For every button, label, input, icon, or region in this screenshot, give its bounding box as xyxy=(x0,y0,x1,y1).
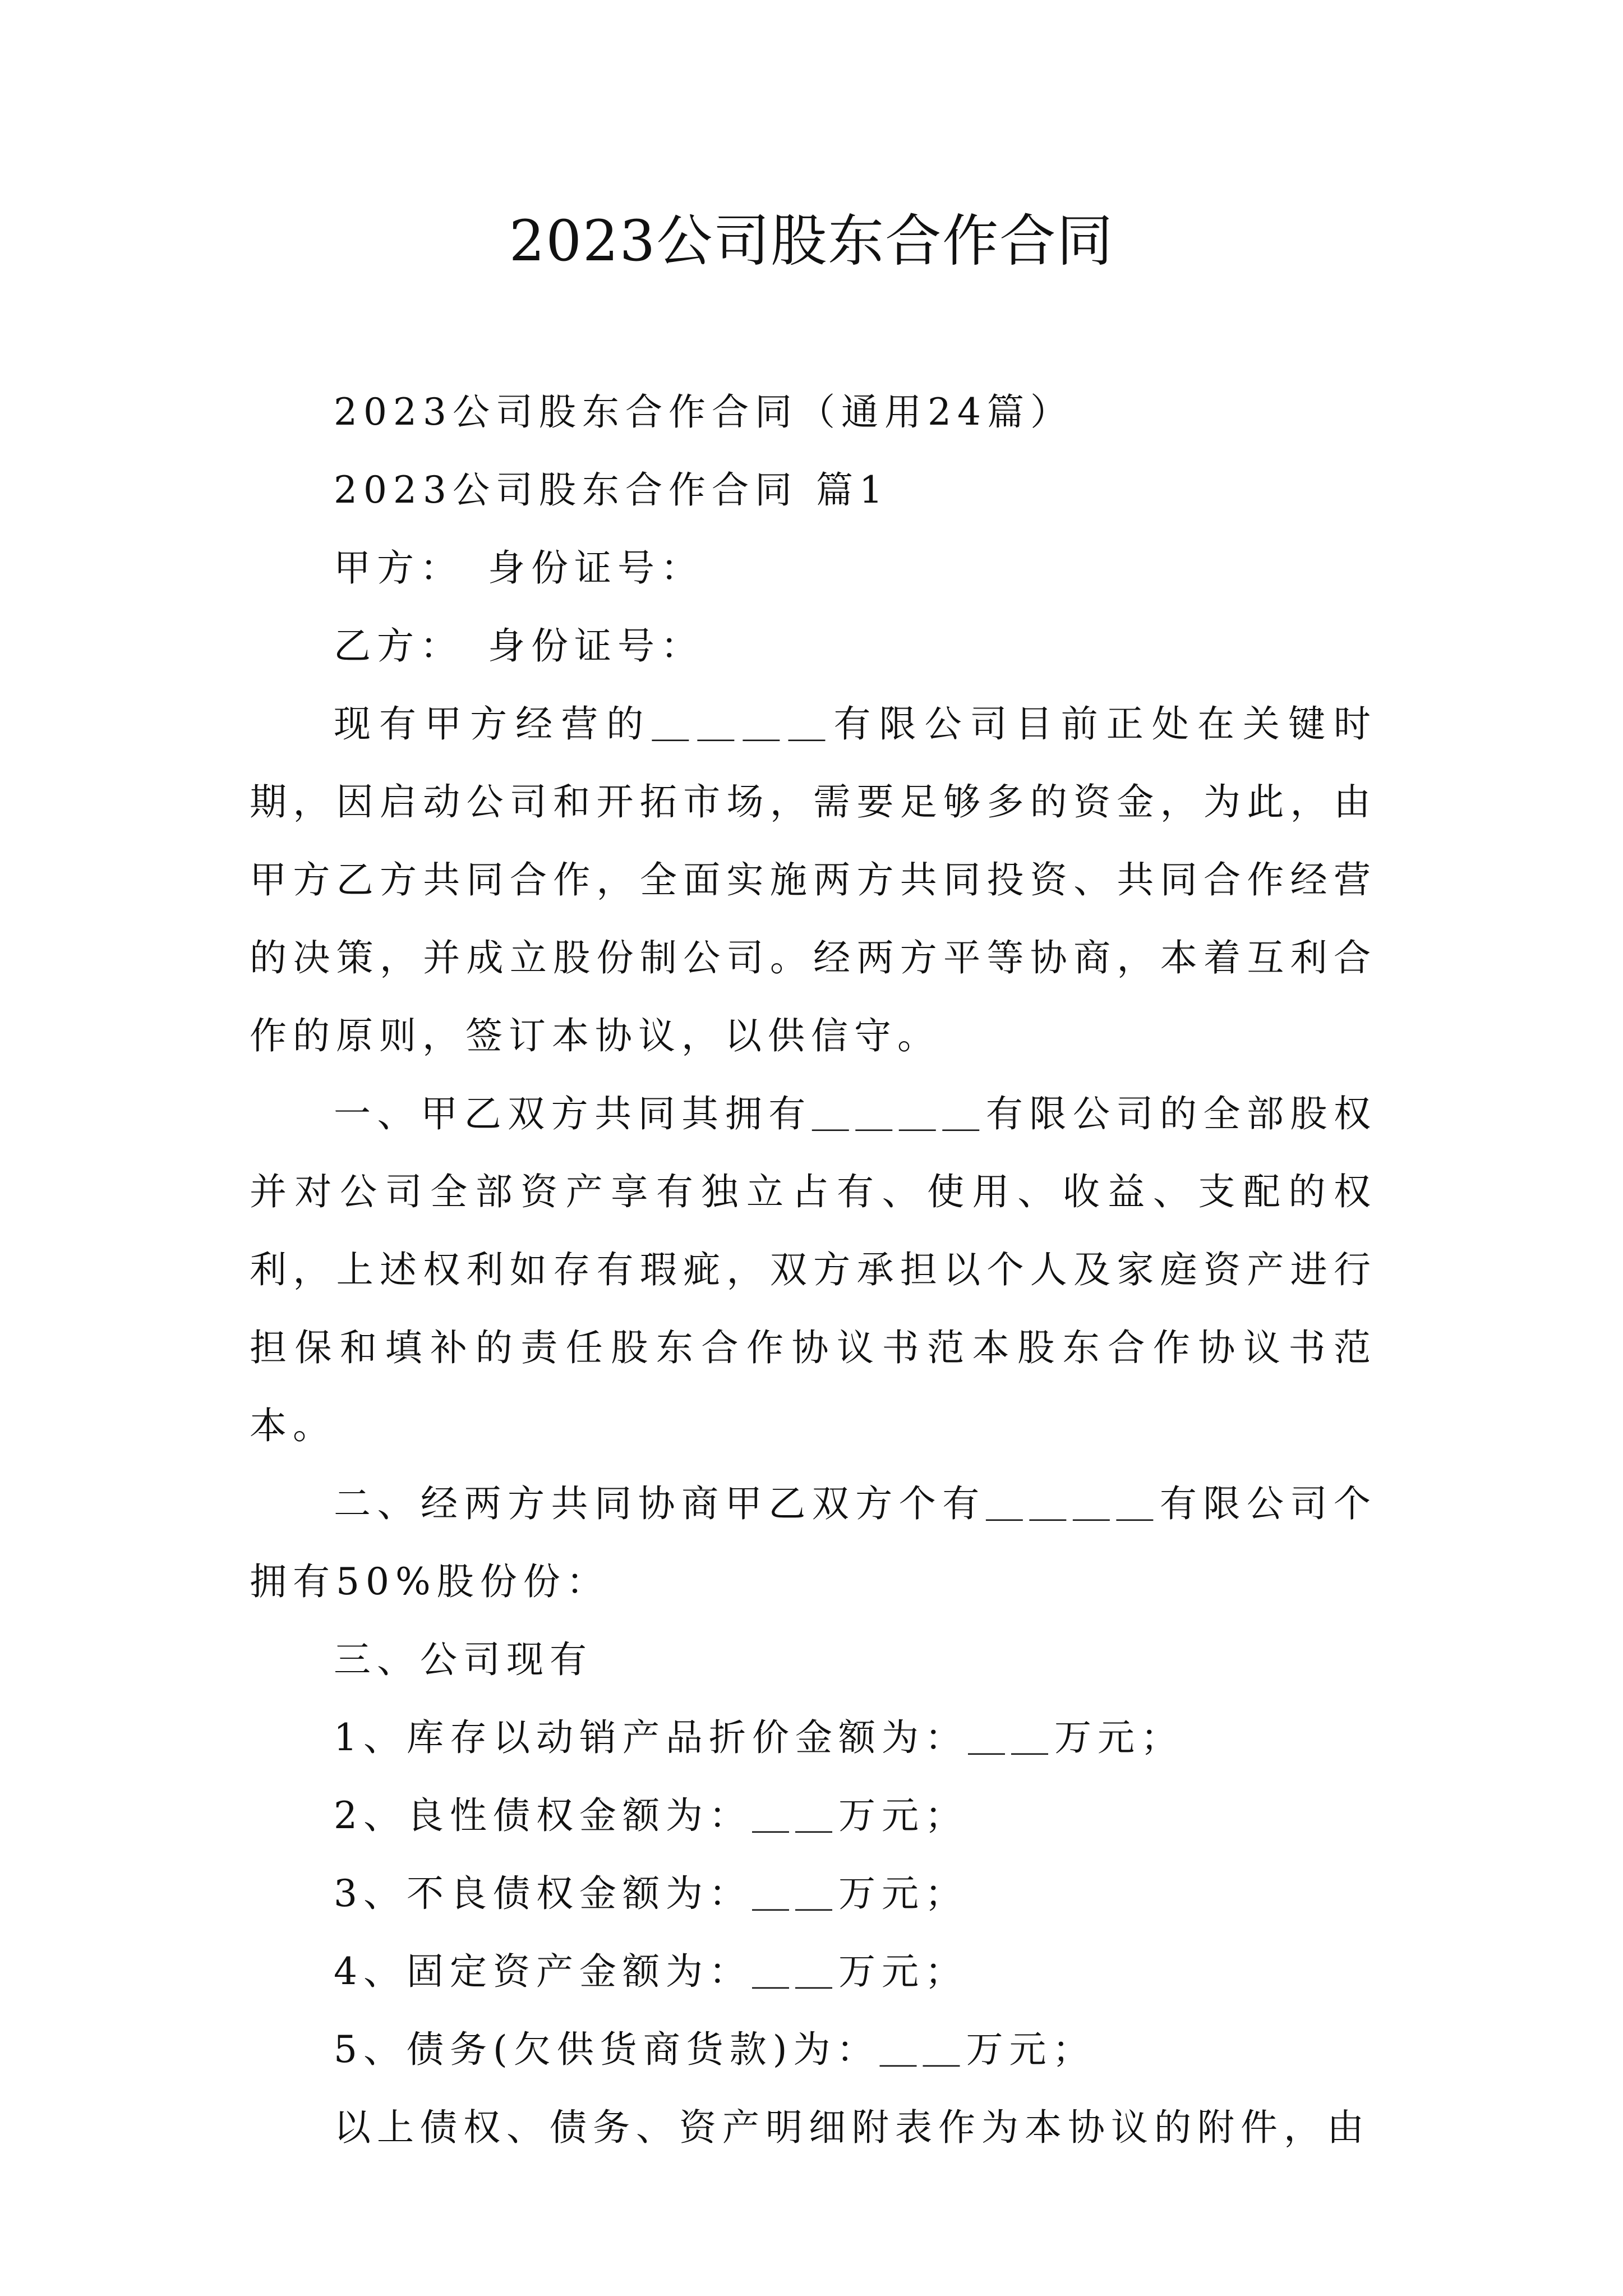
document-body xyxy=(250,373,1377,2166)
section-heading: 2023公司股东合作合同 篇1 xyxy=(334,468,889,512)
closing-line: 以上债权、债务、资产明细附表作为本协议的附件，由 xyxy=(334,2106,1370,2149)
document-subtitle: 2023公司股东合作合同（通用24篇） xyxy=(334,390,1073,434)
intro-paragraph: 现有甲方经营的＿＿＿＿有限公司目前正处在关键时期，因启动公司和开拓市场，需要足够多的资金，为此，由甲方乙方共同合作，全面实施两方共同投资、共同合作经营的决策，并成立股份制公司。经两方平等协商，本着互利合作的原则，签订本协议，以供信守。 xyxy=(250,702,1377,1057)
asset-item-1: 1、库存以动销产品折价金额为：＿＿万元； xyxy=(334,1716,1184,1759)
asset-item-2: 2、良性债权金额为：＿＿万元； xyxy=(334,1794,968,1837)
clause-1-paragraph: 一、甲乙双方共同其拥有＿＿＿＿有限公司的全部股权并对公司全部资产享有独立占有、使用、收益、支配的权利，上述权利如存有瑕疵，双方承担以个人及家庭资产进行担保和填补的责任股东合作协议书范本股东合作协议书范本。 xyxy=(250,1092,1377,1447)
clause-3-heading: 三、公司现有 xyxy=(334,1638,593,1681)
clause-2-paragraph: 二、经两方共同协商甲乙双方个有＿＿＿＿有限公司个拥有50%股份份： xyxy=(250,1482,1377,1603)
party-a-line: 甲方： 身份证号： xyxy=(334,546,704,590)
document-title: 2023公司股东合作合同 xyxy=(509,208,1114,274)
asset-item-3: 3、不良债权金额为：＿＿万元； xyxy=(334,1872,968,1915)
asset-item-4: 4、固定资产金额为：＿＿万元； xyxy=(334,1950,968,1993)
party-b-line: 乙方： 身份证号： xyxy=(334,624,704,668)
asset-item-5: 5、债务(欠供货商货款)为：＿＿万元； xyxy=(334,2028,1096,2071)
